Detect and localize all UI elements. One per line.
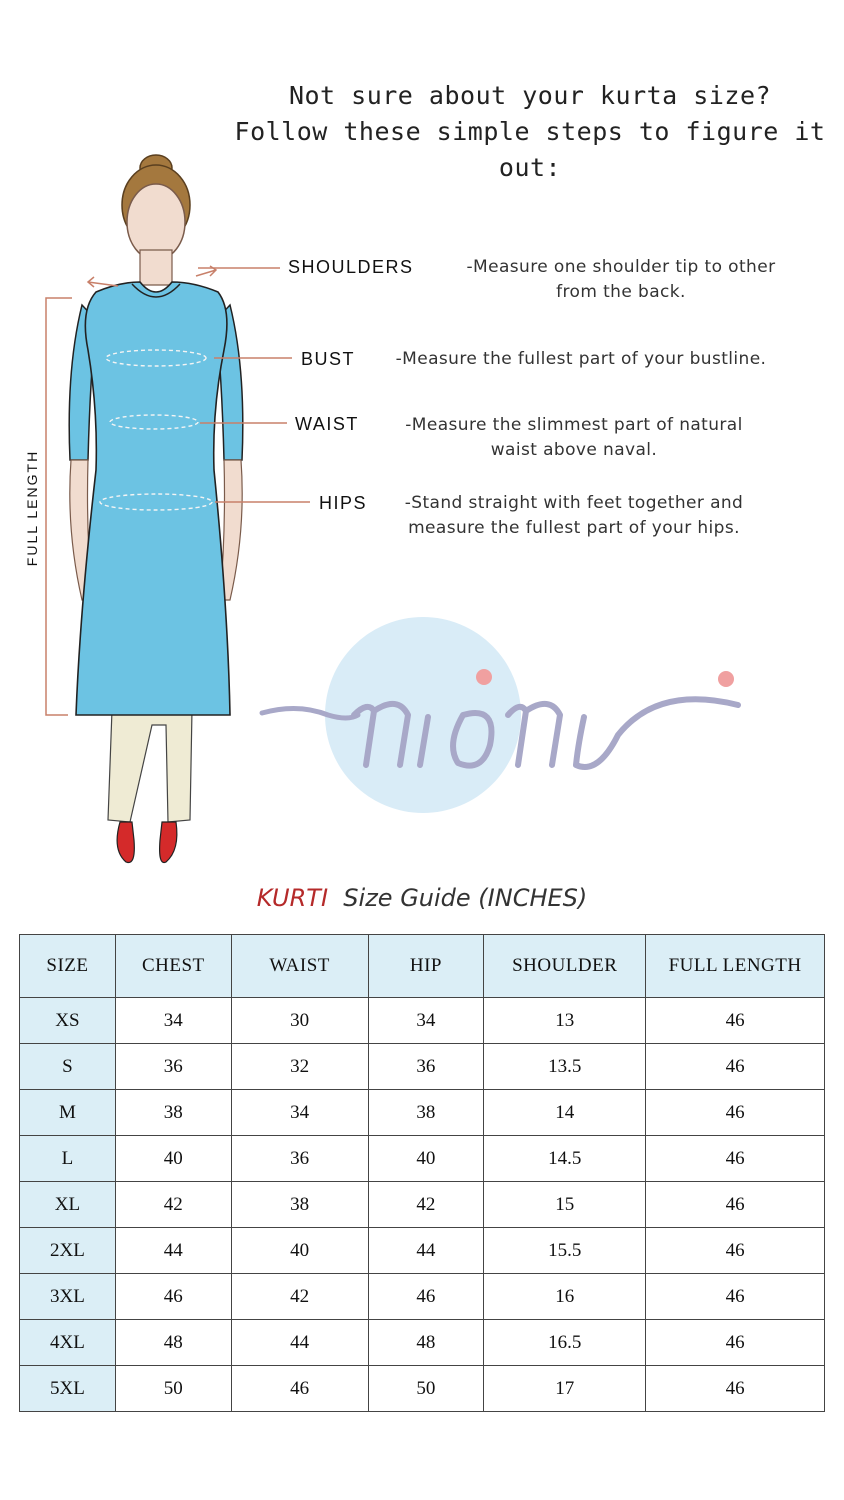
cell-hip: 36 [368, 1044, 484, 1090]
cell-waist: 30 [231, 998, 368, 1044]
cell-size: M [20, 1090, 116, 1136]
cell-hip: 46 [368, 1274, 484, 1320]
cell-hip: 42 [368, 1182, 484, 1228]
cell-hip: 44 [368, 1228, 484, 1274]
cell-waist: 32 [231, 1044, 368, 1090]
cell-shoulder: 16.5 [484, 1320, 646, 1366]
cell-full-length: 46 [646, 1136, 825, 1182]
heading-line-2: Follow these simple steps to figure it out: [234, 117, 826, 182]
bust-desc-line-1: -Measure the fullest part of your bustline. [395, 349, 767, 369]
waist-desc-line-2: waist above naval. [490, 440, 658, 460]
cell-chest: 38 [115, 1090, 231, 1136]
cell-chest: 40 [115, 1136, 231, 1182]
cell-shoulder: 16 [484, 1274, 646, 1320]
cell-waist: 38 [231, 1182, 368, 1228]
column-header-waist: WAIST [231, 935, 368, 998]
table-row [20, 1182, 825, 1228]
cell-full-length: 46 [646, 1228, 825, 1274]
cell-chest: 36 [115, 1044, 231, 1090]
cell-waist: 42 [231, 1274, 368, 1320]
cell-hip: 40 [368, 1136, 484, 1182]
table-row [20, 998, 825, 1044]
table-row [20, 1136, 825, 1182]
pants [108, 710, 192, 822]
waist-description [378, 413, 770, 463]
size-guide-title-rest: Size Guide (INCHES) [343, 884, 588, 912]
cell-waist: 36 [231, 1136, 368, 1182]
table-row [20, 1228, 825, 1274]
table-row [20, 1366, 825, 1412]
cell-full-length: 46 [646, 1366, 825, 1412]
heading-line-1: Not sure about your kurta size? [288, 81, 772, 110]
cell-size: S [20, 1044, 116, 1090]
waist-desc-line-1: -Measure the slimmest part of natural [405, 415, 743, 435]
table-row [20, 1274, 825, 1320]
cell-chest: 34 [115, 998, 231, 1044]
cell-size: L [20, 1136, 116, 1182]
cell-chest: 44 [115, 1228, 231, 1274]
cell-size: 4XL [20, 1320, 116, 1366]
column-header-shoulder: SHOULDER [484, 935, 646, 998]
shoulders-label: SHOULDERS [288, 257, 414, 277]
cell-full-length: 46 [646, 1044, 825, 1090]
size-table [19, 934, 825, 1412]
shoulders-desc-line-1: -Measure one shoulder tip to other [466, 257, 776, 277]
bust-label: BUST [301, 349, 356, 369]
waist-label: WAIST [295, 414, 359, 434]
column-header-chest: CHEST [115, 935, 231, 998]
cell-size: 2XL [20, 1228, 116, 1274]
nioni-logo [258, 615, 788, 825]
shoulders-desc-line-2: from the back. [556, 282, 686, 302]
cell-waist: 44 [231, 1320, 368, 1366]
right-shoe [160, 822, 177, 863]
cell-full-length: 46 [646, 998, 825, 1044]
logo-dot-1 [476, 669, 492, 685]
cell-size: XL [20, 1182, 116, 1228]
table-row [20, 1090, 825, 1136]
table-header-row [20, 935, 825, 998]
cell-hip: 48 [368, 1320, 484, 1366]
shoulders-description [436, 255, 806, 305]
size-guide-title [0, 884, 844, 912]
size-guide-brand: KURTI [256, 884, 329, 912]
cell-hip: 34 [368, 998, 484, 1044]
cell-full-length: 46 [646, 1182, 825, 1228]
cell-waist: 46 [231, 1366, 368, 1412]
cell-shoulder: 17 [484, 1366, 646, 1412]
size-table-body [20, 998, 825, 1412]
cell-shoulder: 14.5 [484, 1136, 646, 1182]
hips-label: HIPS [319, 493, 368, 513]
cell-hip: 50 [368, 1366, 484, 1412]
cell-shoulder: 15.5 [484, 1228, 646, 1274]
cell-waist: 40 [231, 1228, 368, 1274]
full-length-label: FULL LENGTH [24, 449, 40, 567]
cell-chest: 46 [115, 1274, 231, 1320]
cell-size: XS [20, 998, 116, 1044]
cell-hip: 38 [368, 1090, 484, 1136]
column-header-hip: HIP [368, 935, 484, 998]
cell-shoulder: 13 [484, 998, 646, 1044]
cell-full-length: 46 [646, 1320, 825, 1366]
left-shoe [117, 822, 134, 863]
table-row [20, 1320, 825, 1366]
cell-shoulder: 13.5 [484, 1044, 646, 1090]
hips-desc-line-2: measure the fullest part of your hips. [408, 518, 740, 538]
logo-dot-2 [718, 671, 734, 687]
column-header-full-length: FULL LENGTH [646, 935, 825, 998]
cell-waist: 34 [231, 1090, 368, 1136]
table-row [20, 1044, 825, 1090]
cell-size: 5XL [20, 1366, 116, 1412]
cell-size: 3XL [20, 1274, 116, 1320]
cell-shoulder: 14 [484, 1090, 646, 1136]
bust-description [366, 347, 796, 372]
cell-full-length: 46 [646, 1090, 825, 1136]
hips-desc-line-1: -Stand straight with feet together and [404, 493, 744, 513]
cell-chest: 42 [115, 1182, 231, 1228]
column-header-size: SIZE [20, 935, 116, 998]
cell-chest: 50 [115, 1366, 231, 1412]
cell-chest: 48 [115, 1320, 231, 1366]
cell-full-length: 46 [646, 1274, 825, 1320]
cell-shoulder: 15 [484, 1182, 646, 1228]
hips-description [386, 491, 762, 541]
